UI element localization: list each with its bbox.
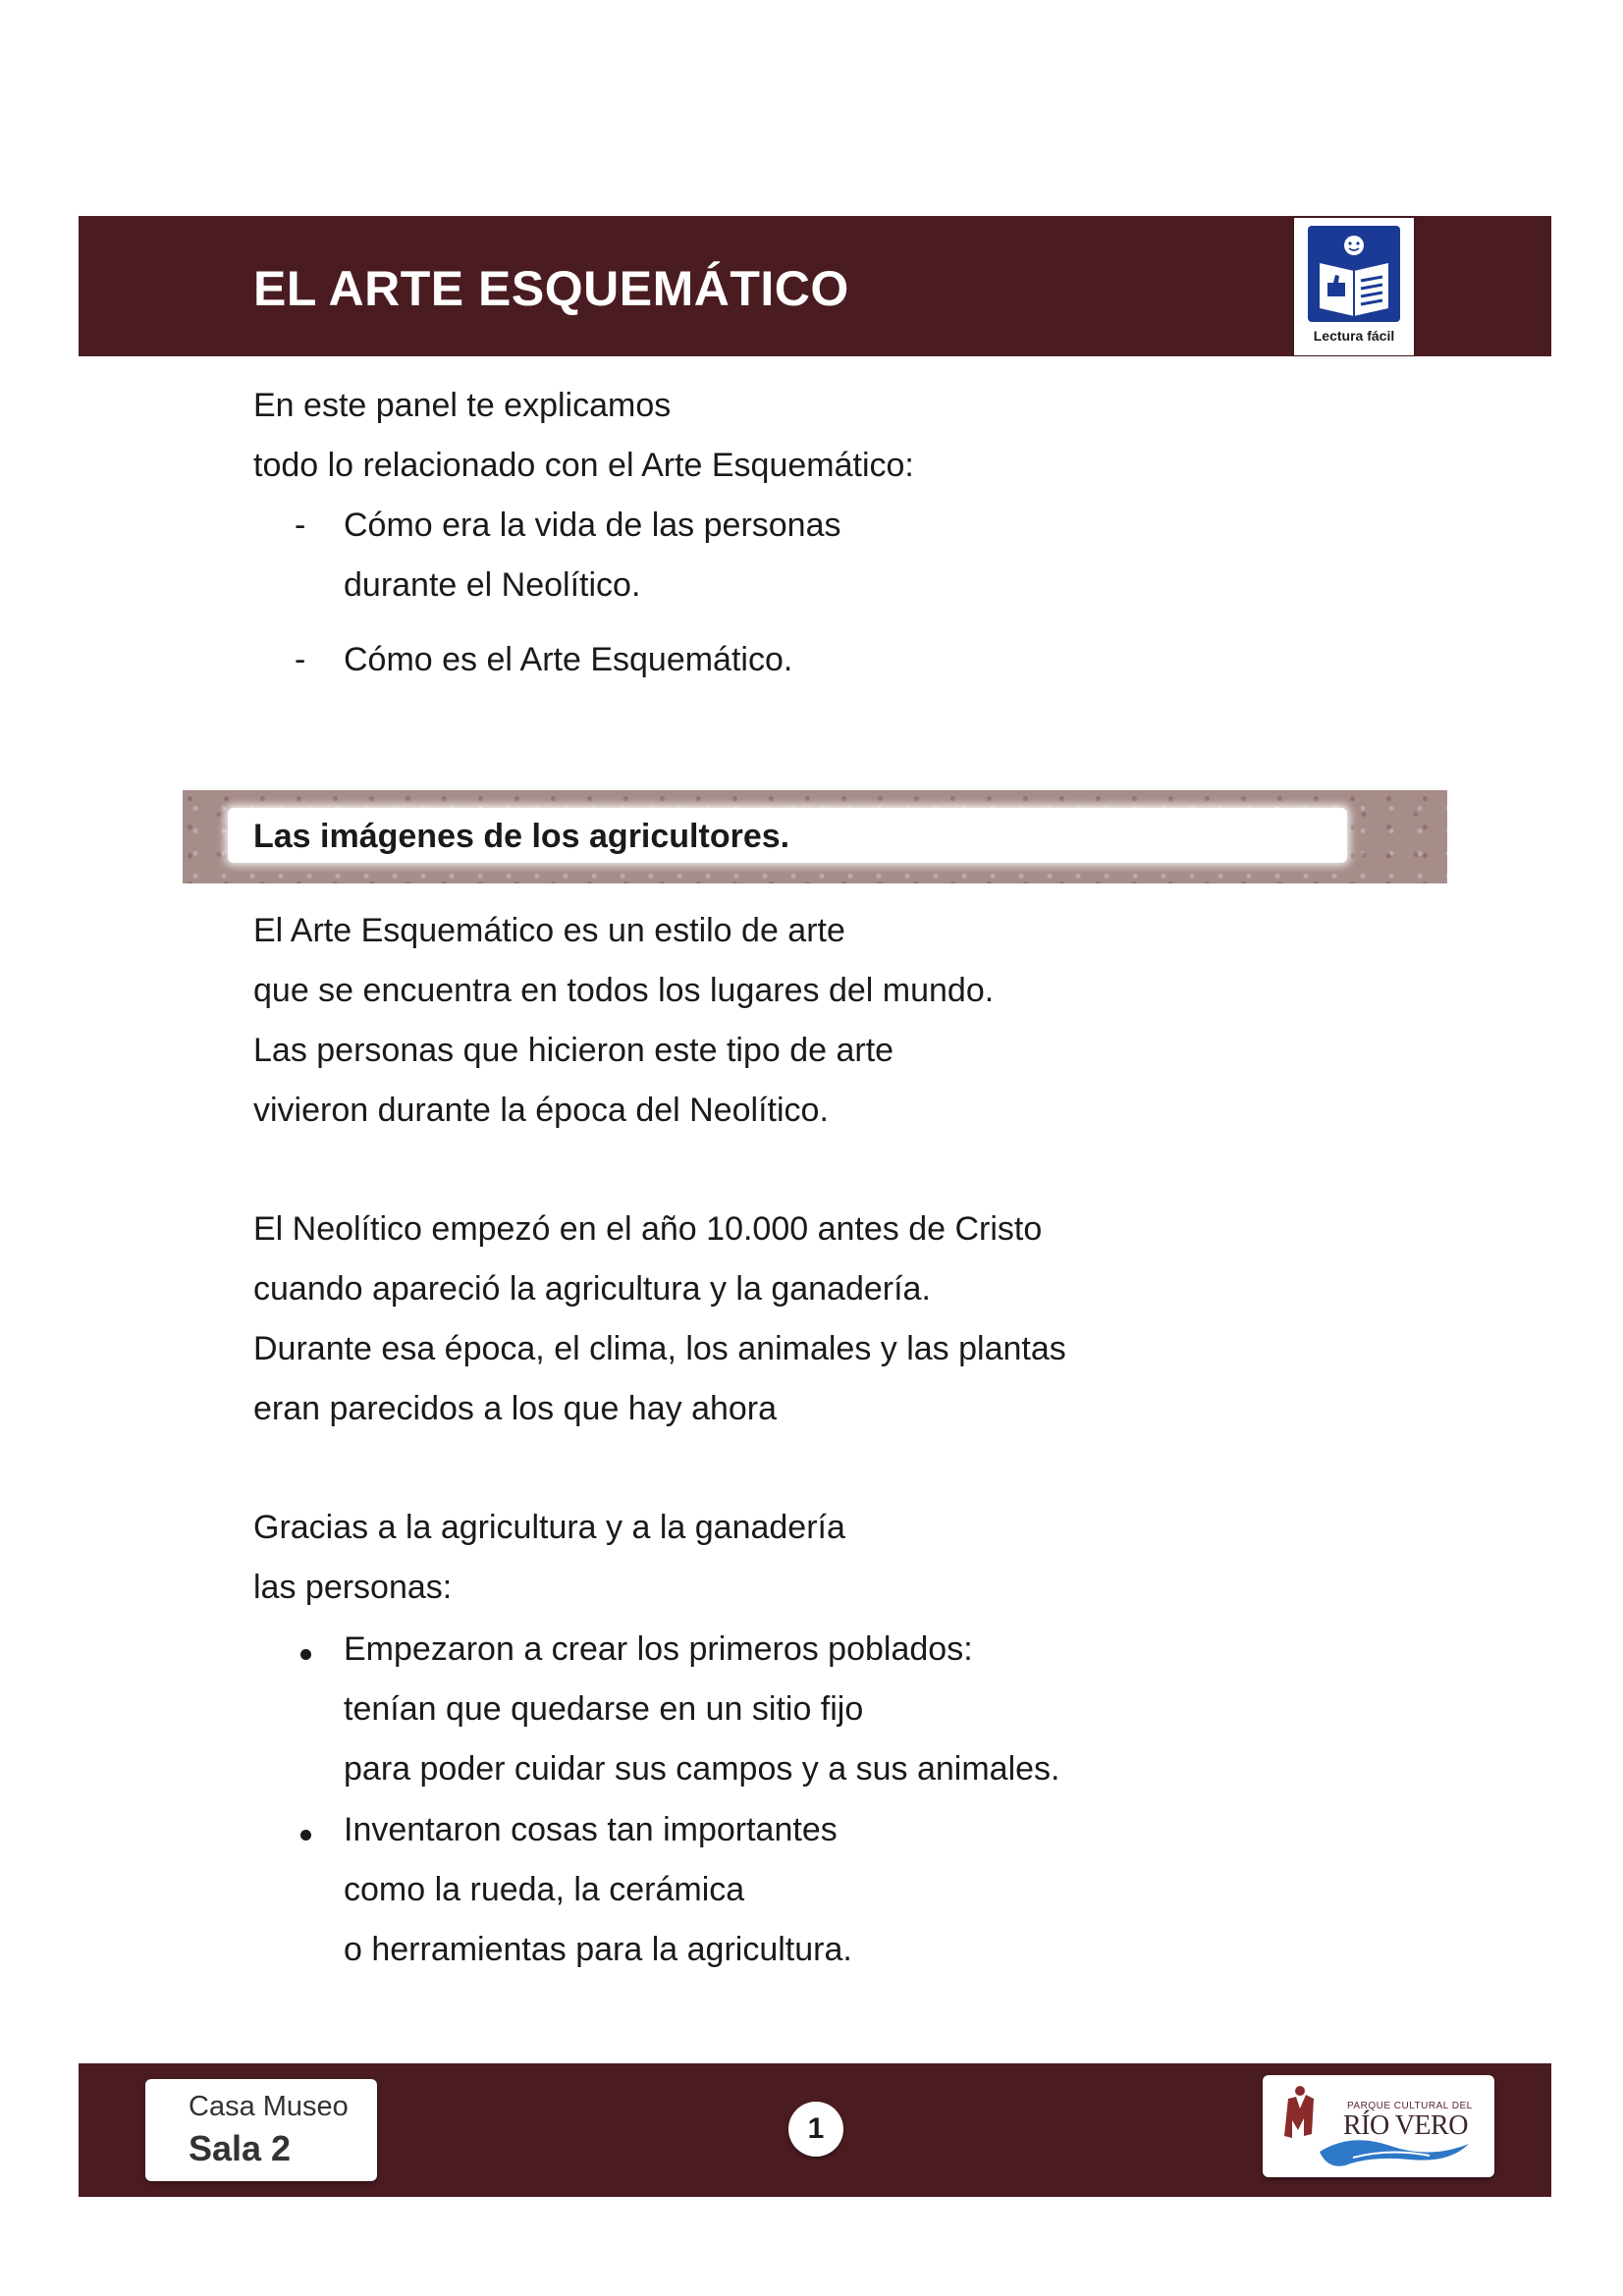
list-item-line: Cómo es el Arte Esquemático.	[344, 641, 793, 678]
bullet-icon	[300, 1830, 311, 1841]
logo-small-text: PARQUE CULTURAL DEL	[1347, 2101, 1473, 2111]
intro-list-item	[344, 496, 841, 615]
paragraph-line: cuando apareció la agricultura y la ganadería.	[253, 1270, 931, 1308]
paragraph-line: El Neolítico empezó en el año 10.000 antes de Cristo	[253, 1210, 1043, 1248]
dash-marker: -	[295, 507, 306, 544]
paragraph-line: vivieron durante la época del Neolítico.	[253, 1092, 829, 1129]
bullet-line: o herramientas para la agricultura.	[344, 1931, 852, 1968]
easy-read-badge	[1294, 218, 1414, 355]
intro-line: En este panel te explicamos	[253, 387, 672, 424]
intro-list-item	[344, 630, 792, 690]
bullet-item	[344, 1620, 1059, 1799]
page-number: 1	[788, 2102, 843, 2157]
paragraph-1	[253, 901, 994, 1141]
intro-text	[253, 376, 914, 496]
paragraph-line: eran parecidos a los que hay ahora	[253, 1390, 778, 1427]
paragraph-3	[253, 1498, 845, 1618]
easy-read-icon	[1308, 226, 1400, 322]
section-title: Las imágenes de los agricultores.	[253, 818, 790, 855]
venue-card	[145, 2079, 377, 2181]
bullet-line: tenían que quedarse en un sitio fijo	[344, 1690, 864, 1728]
paragraph-line: Durante esa época, el clima, los animales y las plantas	[253, 1330, 1066, 1367]
room-name: Sala 2	[189, 2128, 292, 2168]
paragraph-line: Gracias a la agricultura y a la ganadería	[253, 1509, 845, 1546]
park-logo	[1263, 2075, 1494, 2177]
paragraph-line: Las personas que hicieron este tipo de arte	[253, 1032, 894, 1069]
paragraph-line: las personas:	[253, 1569, 453, 1606]
bullet-line: Empezaron a crear los primeros poblados:	[344, 1630, 973, 1668]
page-title: EL ARTE ESQUEMÁTICO	[253, 261, 849, 316]
dash-marker: -	[295, 641, 306, 678]
bullet-line: Inventaron cosas tan importantes	[344, 1811, 838, 1848]
paragraph-line: que se encuentra en todos los lugares del mundo.	[253, 972, 995, 1009]
paragraph-line: El Arte Esquemático es un estilo de arte	[253, 912, 845, 949]
list-item-line: Cómo era la vida de las personas	[344, 507, 841, 544]
paragraph-2	[253, 1200, 1066, 1439]
logo-big-text: RÍO VERO	[1343, 2110, 1468, 2141]
intro-line: todo lo relacionado con el Arte Esquemático:	[253, 447, 914, 484]
venue-name: Casa Museo	[189, 2091, 349, 2122]
easy-read-label: Lectura fácil	[1313, 328, 1395, 344]
bullet-line: como la rueda, la cerámica	[344, 1871, 745, 1908]
bullet-line: para poder cuidar sus campos y a sus animales.	[344, 1750, 1060, 1788]
list-item-line: durante el Neolítico.	[344, 566, 641, 604]
bullet-item	[344, 1800, 852, 1980]
bullet-icon	[300, 1649, 311, 1660]
